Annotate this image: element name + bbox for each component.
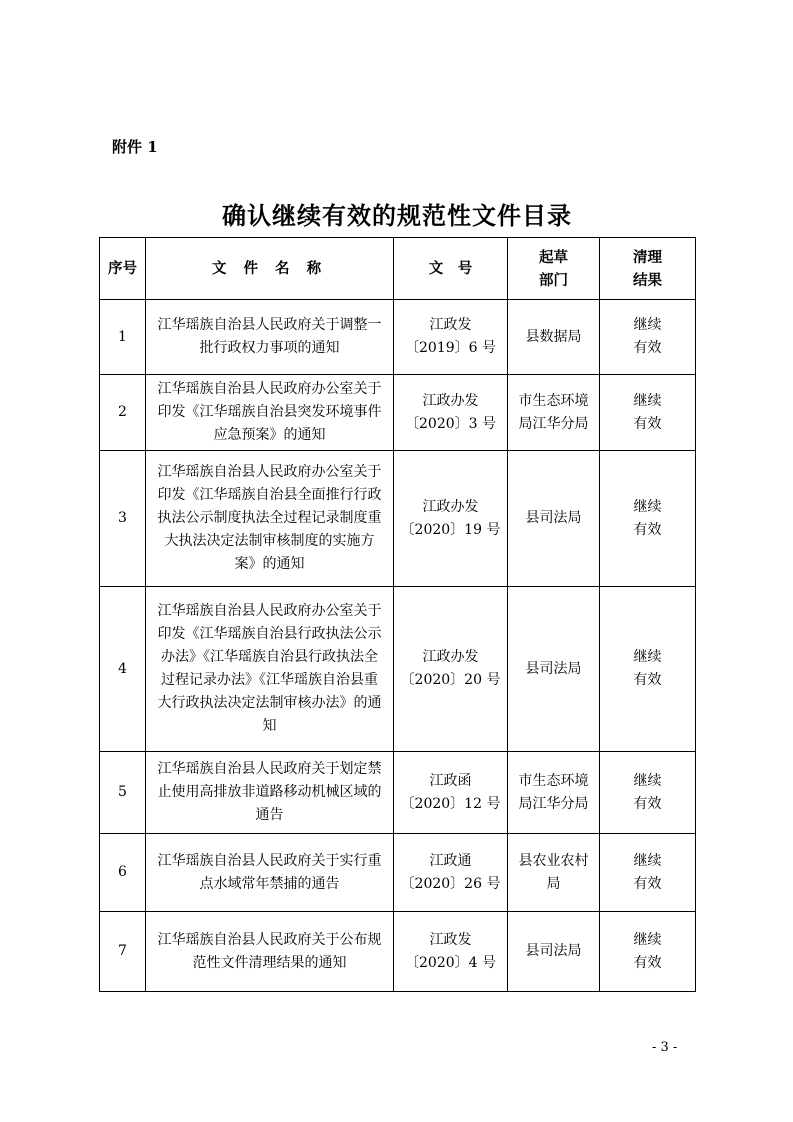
row-doc-number	[394, 912, 508, 992]
row-index: 4	[100, 587, 146, 752]
row-result	[600, 451, 696, 587]
row-result-line2: 有效	[633, 415, 662, 432]
row-file-name: 江华瑶族自治县人民政府办公室关于印发《江华瑶族自治县突发环境事件应急预案》的通知	[146, 375, 394, 451]
row-department: 县司法局	[508, 587, 600, 752]
row-code-prefix: 江政发	[429, 317, 472, 333]
header-result-line2: 结果	[633, 271, 662, 289]
header-dept-line2: 部门	[539, 271, 568, 289]
row-result-line2: 有效	[633, 521, 662, 538]
row-result	[600, 834, 696, 912]
row-code-prefix: 江政办发	[422, 498, 479, 515]
row-file-name: 江华瑶族自治县人民政府关于实行重点水域常年禁捕的通告	[146, 834, 394, 912]
header-dept	[508, 238, 600, 300]
row-department: 县司法局	[508, 451, 600, 587]
row-department: 县农业农村局	[508, 834, 600, 912]
table-row	[100, 300, 696, 375]
row-doc-number	[394, 300, 508, 375]
row-result-line1: 继续	[633, 931, 662, 948]
row-result-line1: 继续	[633, 649, 662, 665]
row-result-line1: 继续	[633, 498, 662, 515]
row-result-line2: 有效	[633, 875, 662, 892]
row-result-line2: 有效	[633, 672, 662, 688]
row-index: 7	[100, 912, 146, 992]
row-file-name: 江华瑶族自治县人民政府关于调整一批行政权力事项的通知	[146, 300, 394, 375]
row-code-prefix: 江政通	[429, 852, 472, 869]
row-doc-number	[394, 752, 508, 834]
row-result-line1: 继续	[633, 852, 662, 869]
row-code-number: 〔2019〕6 号	[405, 340, 496, 356]
row-index: 2	[100, 375, 146, 451]
table-row	[100, 752, 696, 834]
row-department: 市生态环境局江华分局	[508, 752, 600, 834]
header-name: 文 件 名 称	[146, 238, 394, 300]
row-result-line2: 有效	[633, 954, 662, 971]
row-index: 6	[100, 834, 146, 912]
row-doc-number	[394, 375, 508, 451]
attachment-label: 附件 1	[112, 138, 158, 156]
table-row	[100, 912, 696, 992]
row-code-number: 〔2020〕19 号	[400, 521, 501, 538]
row-result-line2: 有效	[633, 795, 662, 812]
row-index: 3	[100, 451, 146, 587]
row-doc-number	[394, 451, 508, 587]
header-result	[600, 238, 696, 300]
table-row	[100, 375, 696, 451]
row-department: 县数据局	[508, 300, 600, 375]
row-code-number: 〔2020〕4 号	[405, 954, 496, 971]
row-result-line2: 有效	[633, 340, 662, 356]
page-number: - 3 -	[652, 1040, 678, 1055]
header-result-line1: 清理	[633, 248, 662, 266]
row-code-prefix: 江政办发	[422, 649, 479, 665]
row-code-number: 〔2020〕26 号	[400, 875, 501, 892]
header-dept-line1: 起草	[539, 248, 568, 266]
row-department: 县司法局	[508, 912, 600, 992]
row-code-number: 〔2020〕3 号	[405, 415, 496, 432]
table-row	[100, 834, 696, 912]
row-result-line1: 继续	[633, 772, 662, 789]
row-index: 1	[100, 300, 146, 375]
header-code: 文 号	[394, 238, 508, 300]
table-row	[100, 451, 696, 587]
row-file-name: 江华瑶族自治县人民政府关于公布规范性文件清理结果的通知	[146, 912, 394, 992]
row-code-prefix: 江政发	[429, 931, 472, 948]
row-file-name: 江华瑶族自治县人民政府办公室关于印发《江华瑶族自治县全面推行行政执法公示制度执法全过程记录制度重大执法决定法制审核制度的实施方案》的通知	[146, 451, 394, 587]
row-result	[600, 912, 696, 992]
header-index: 序号	[100, 238, 146, 300]
row-result-line1: 继续	[633, 317, 662, 333]
document-table	[99, 237, 696, 992]
row-code-number: 〔2020〕12 号	[400, 795, 501, 812]
row-file-name: 江华瑶族自治县人民政府办公室关于印发《江华瑶族自治县行政执法公示办法》《江华瑶族自治县行政执法全过程记录办法》《江华瑶族自治县重大行政执法决定法制审核办法》的通知	[146, 587, 394, 752]
row-code-prefix: 江政函	[429, 772, 472, 789]
row-result	[600, 587, 696, 752]
table-header-row	[100, 238, 696, 300]
row-code-number: 〔2020〕20 号	[400, 672, 501, 688]
row-index: 5	[100, 752, 146, 834]
row-result-line1: 继续	[633, 392, 662, 409]
row-code-prefix: 江政办发	[422, 392, 479, 409]
row-doc-number	[394, 834, 508, 912]
document-title: 确认继续有效的规范性文件目录	[222, 201, 572, 230]
row-file-name: 江华瑶族自治县人民政府关于划定禁止使用高排放非道路移动机械区域的通告	[146, 752, 394, 834]
row-result	[600, 375, 696, 451]
row-department: 市生态环境局江华分局	[508, 375, 600, 451]
row-doc-number	[394, 587, 508, 752]
table-row	[100, 587, 696, 752]
row-result	[600, 752, 696, 834]
row-result	[600, 300, 696, 375]
